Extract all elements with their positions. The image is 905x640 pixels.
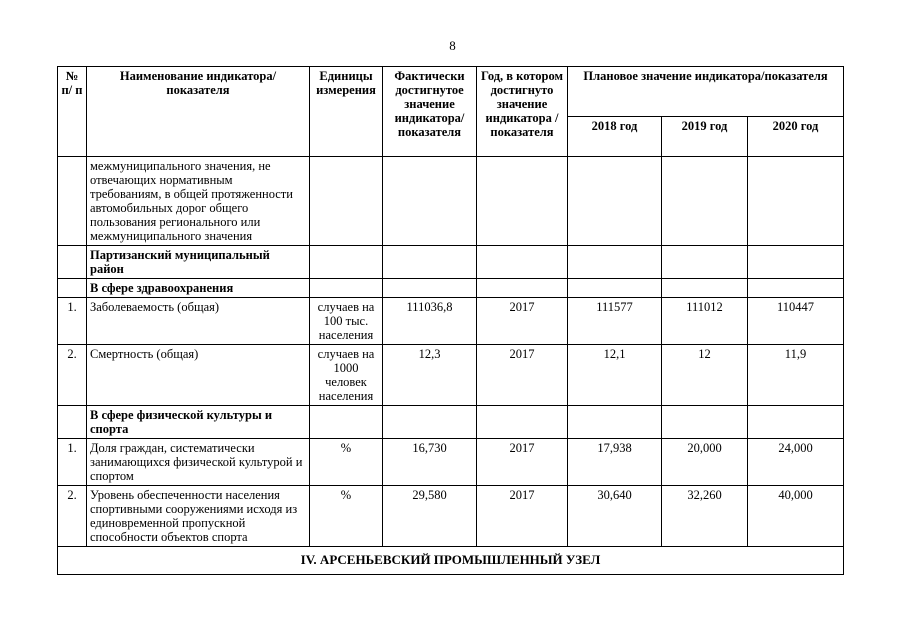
row-2020: 110447 [748,298,844,345]
row-num: 1. [58,298,87,345]
row-actual: 29,580 [383,486,477,547]
row-2019: 111012 [662,298,748,345]
header-planned: Плановое значение индикатора/показателя [568,67,844,117]
row-2018: 17,938 [568,439,662,486]
row-unit: случаев на 100 тыс. населения [310,298,383,345]
row-actual: 111036,8 [383,298,477,345]
table-row [58,439,844,486]
row-year: 2017 [477,298,568,345]
next-section-title: IV. АРСЕНЬЕВСКИЙ ПРОМЫШЛЕННЫЙ УЗЕЛ [58,547,844,575]
table-row [58,345,844,406]
header-actual: Фактически достигнутое значение индикатора/ показателя [383,67,477,157]
header-2019: 2019 год [662,117,748,157]
row-name: Уровень обеспеченности населения спортивными сооружениями исходя из единовременной пропускной способности объектов спорта [87,486,310,547]
row-2020: 40,000 [748,486,844,547]
page-number: 8 [449,38,456,53]
header-unit: Единицы измерения [310,67,383,157]
header-2018: 2018 год [568,117,662,157]
section-title: В сфере физической культуры и спорта [87,406,310,439]
row-2019: 12 [662,345,748,406]
row-num: 1. [58,439,87,486]
header-name: Наименование индикатора/ показателя [87,67,310,157]
row-2018: 30,640 [568,486,662,547]
row-unit: % [310,486,383,547]
row-name: Смертность (общая) [87,345,310,406]
section-title: В сфере здравоохранения [87,279,310,298]
continuation-text: межмуниципального значения, не отвечающих нормативным требованиям, в общей протяженности автомобильных дорог общего пользования регионального или межмуниципального значения [87,157,310,246]
row-actual: 12,3 [383,345,477,406]
district-title: Партизанский муниципальный район [87,246,310,279]
header-2020: 2020 год [748,117,844,157]
row-actual: 16,730 [383,439,477,486]
row-2020: 11,9 [748,345,844,406]
indicators-table [57,66,844,575]
row-2018: 111577 [568,298,662,345]
row-name: Заболеваемость (общая) [87,298,310,345]
row-unit: случаев на 1000 человек населения [310,345,383,406]
row-year: 2017 [477,486,568,547]
row-2019: 20,000 [662,439,748,486]
row-2019: 32,260 [662,486,748,547]
header-num: № п/ п [58,67,87,157]
header-year: Год, в котором достигнуто значение индикатора /показателя [477,67,568,157]
table-row [58,486,844,547]
row-2020: 24,000 [748,439,844,486]
row-num: 2. [58,486,87,547]
row-year: 2017 [477,345,568,406]
table-row [58,298,844,345]
row-year: 2017 [477,439,568,486]
row-name: Доля граждан, систематически занимающихся физической культурой и спортом [87,439,310,486]
row-2018: 12,1 [568,345,662,406]
row-num: 2. [58,345,87,406]
row-unit: % [310,439,383,486]
